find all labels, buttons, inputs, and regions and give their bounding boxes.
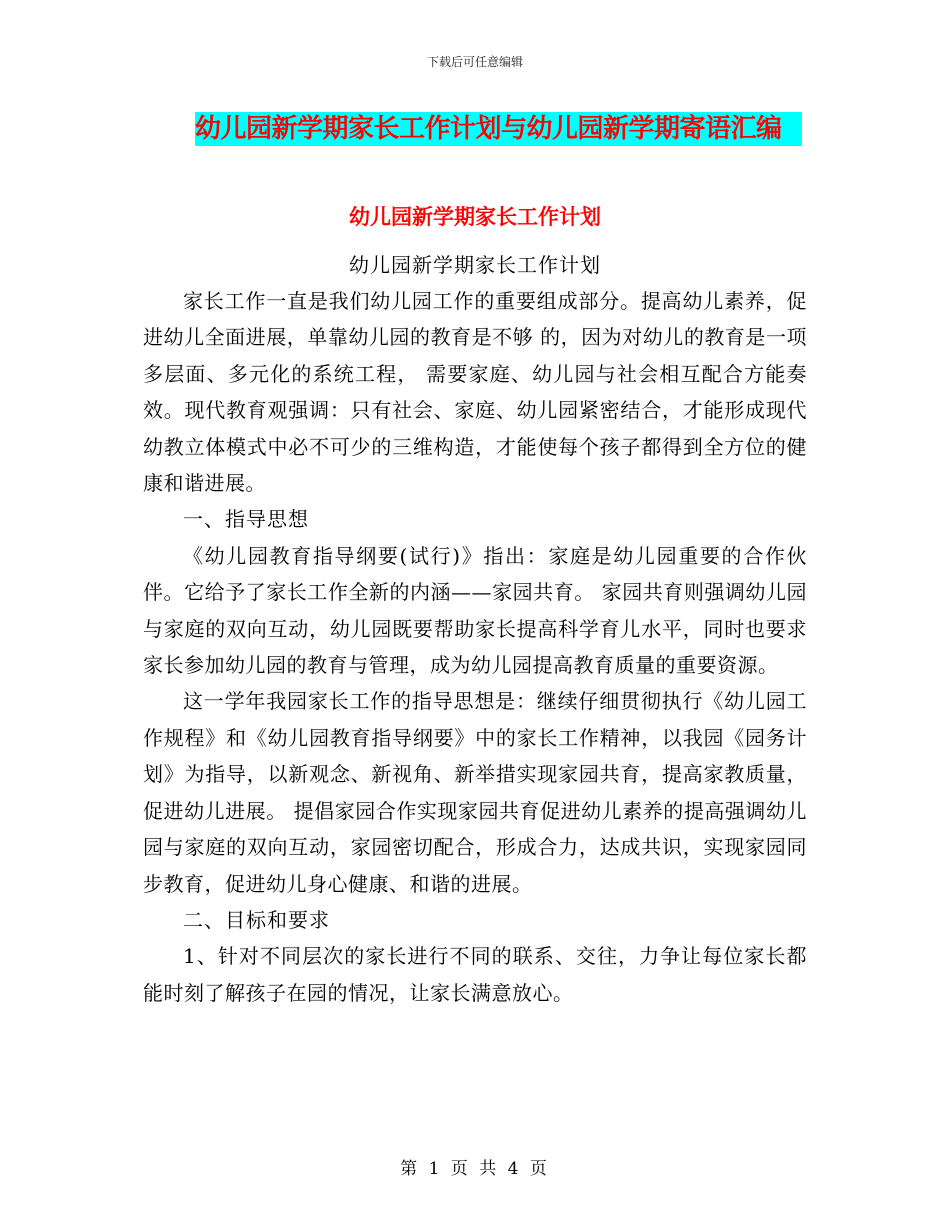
heading-guiding-ideology: 一、指导思想 [183,507,309,532]
main-title: 幼儿园新学期家长工作计划与幼儿园新学期寄语汇编 [195,112,802,146]
document-body [143,283,807,1011]
section-title: 幼儿园新学期家长工作计划 [349,205,601,229]
page-number: 第 1 页 共 4 页 [400,1159,550,1179]
paragraph-intro: 家长工作一直是我们幼儿园工作的重要组成部分。提高幼儿素养，促进幼儿全面进展，单靠幼儿园的教育是不够 的，因为对幼儿的教育是一项多层面、多元化的系统工程， 需要家庭、幼儿园与社会相互配合方能奏效。现代教育观强调：只有社会、家庭、幼儿园紧密结合，才能形成现代幼教立体模式中必不可少的三维构造，才能使每个孩子都得到全方位的健康和谐进展。 [143,289,807,496]
paragraph-goal-1: 1、针对不同层次的家长进行不同的联系、交往，力争让每位家长都能时刻了解孩子在园的情况，让家长满意放心。 [143,944,807,1005]
heading-goals: 二、目标和要求 [183,907,330,932]
header-note: 下载后可任意编辑 [426,55,523,69]
paragraph-guideline: 《幼儿园教育指导纲要(试行)》指出：家庭是幼儿园重要的合作伙伴。它给予了家长工作全新的内涵——家园共育。 家园共育则强调幼儿园与家庭的双向互动，幼儿园既要帮助家长提高科学育儿水平，同时也要求家长参加幼儿园的教育与管理，成为幼儿园提高教育质量的重要资源。 [143,543,807,678]
paragraph-guiding-thought: 这一学年我园家长工作的指导思想是：继续仔细贯彻执行《幼儿园工作规程》和《幼儿园教育指导纲要》中的家长工作精神，以我园《园务计划》为指导，以新观念、新视角、新举措实现家园共育，提高家教质量，促进幼儿进展。 提倡家园合作实现家园共育促进幼儿素养的提高强调幼儿园与家庭的双向互动，家园密切配合，形成合力，达成共识，实现家园同步教育，促进幼儿身心健康、和谐的进展。 [143,689,807,896]
document-subtitle: 幼儿园新学期家长工作计划 [349,253,601,277]
